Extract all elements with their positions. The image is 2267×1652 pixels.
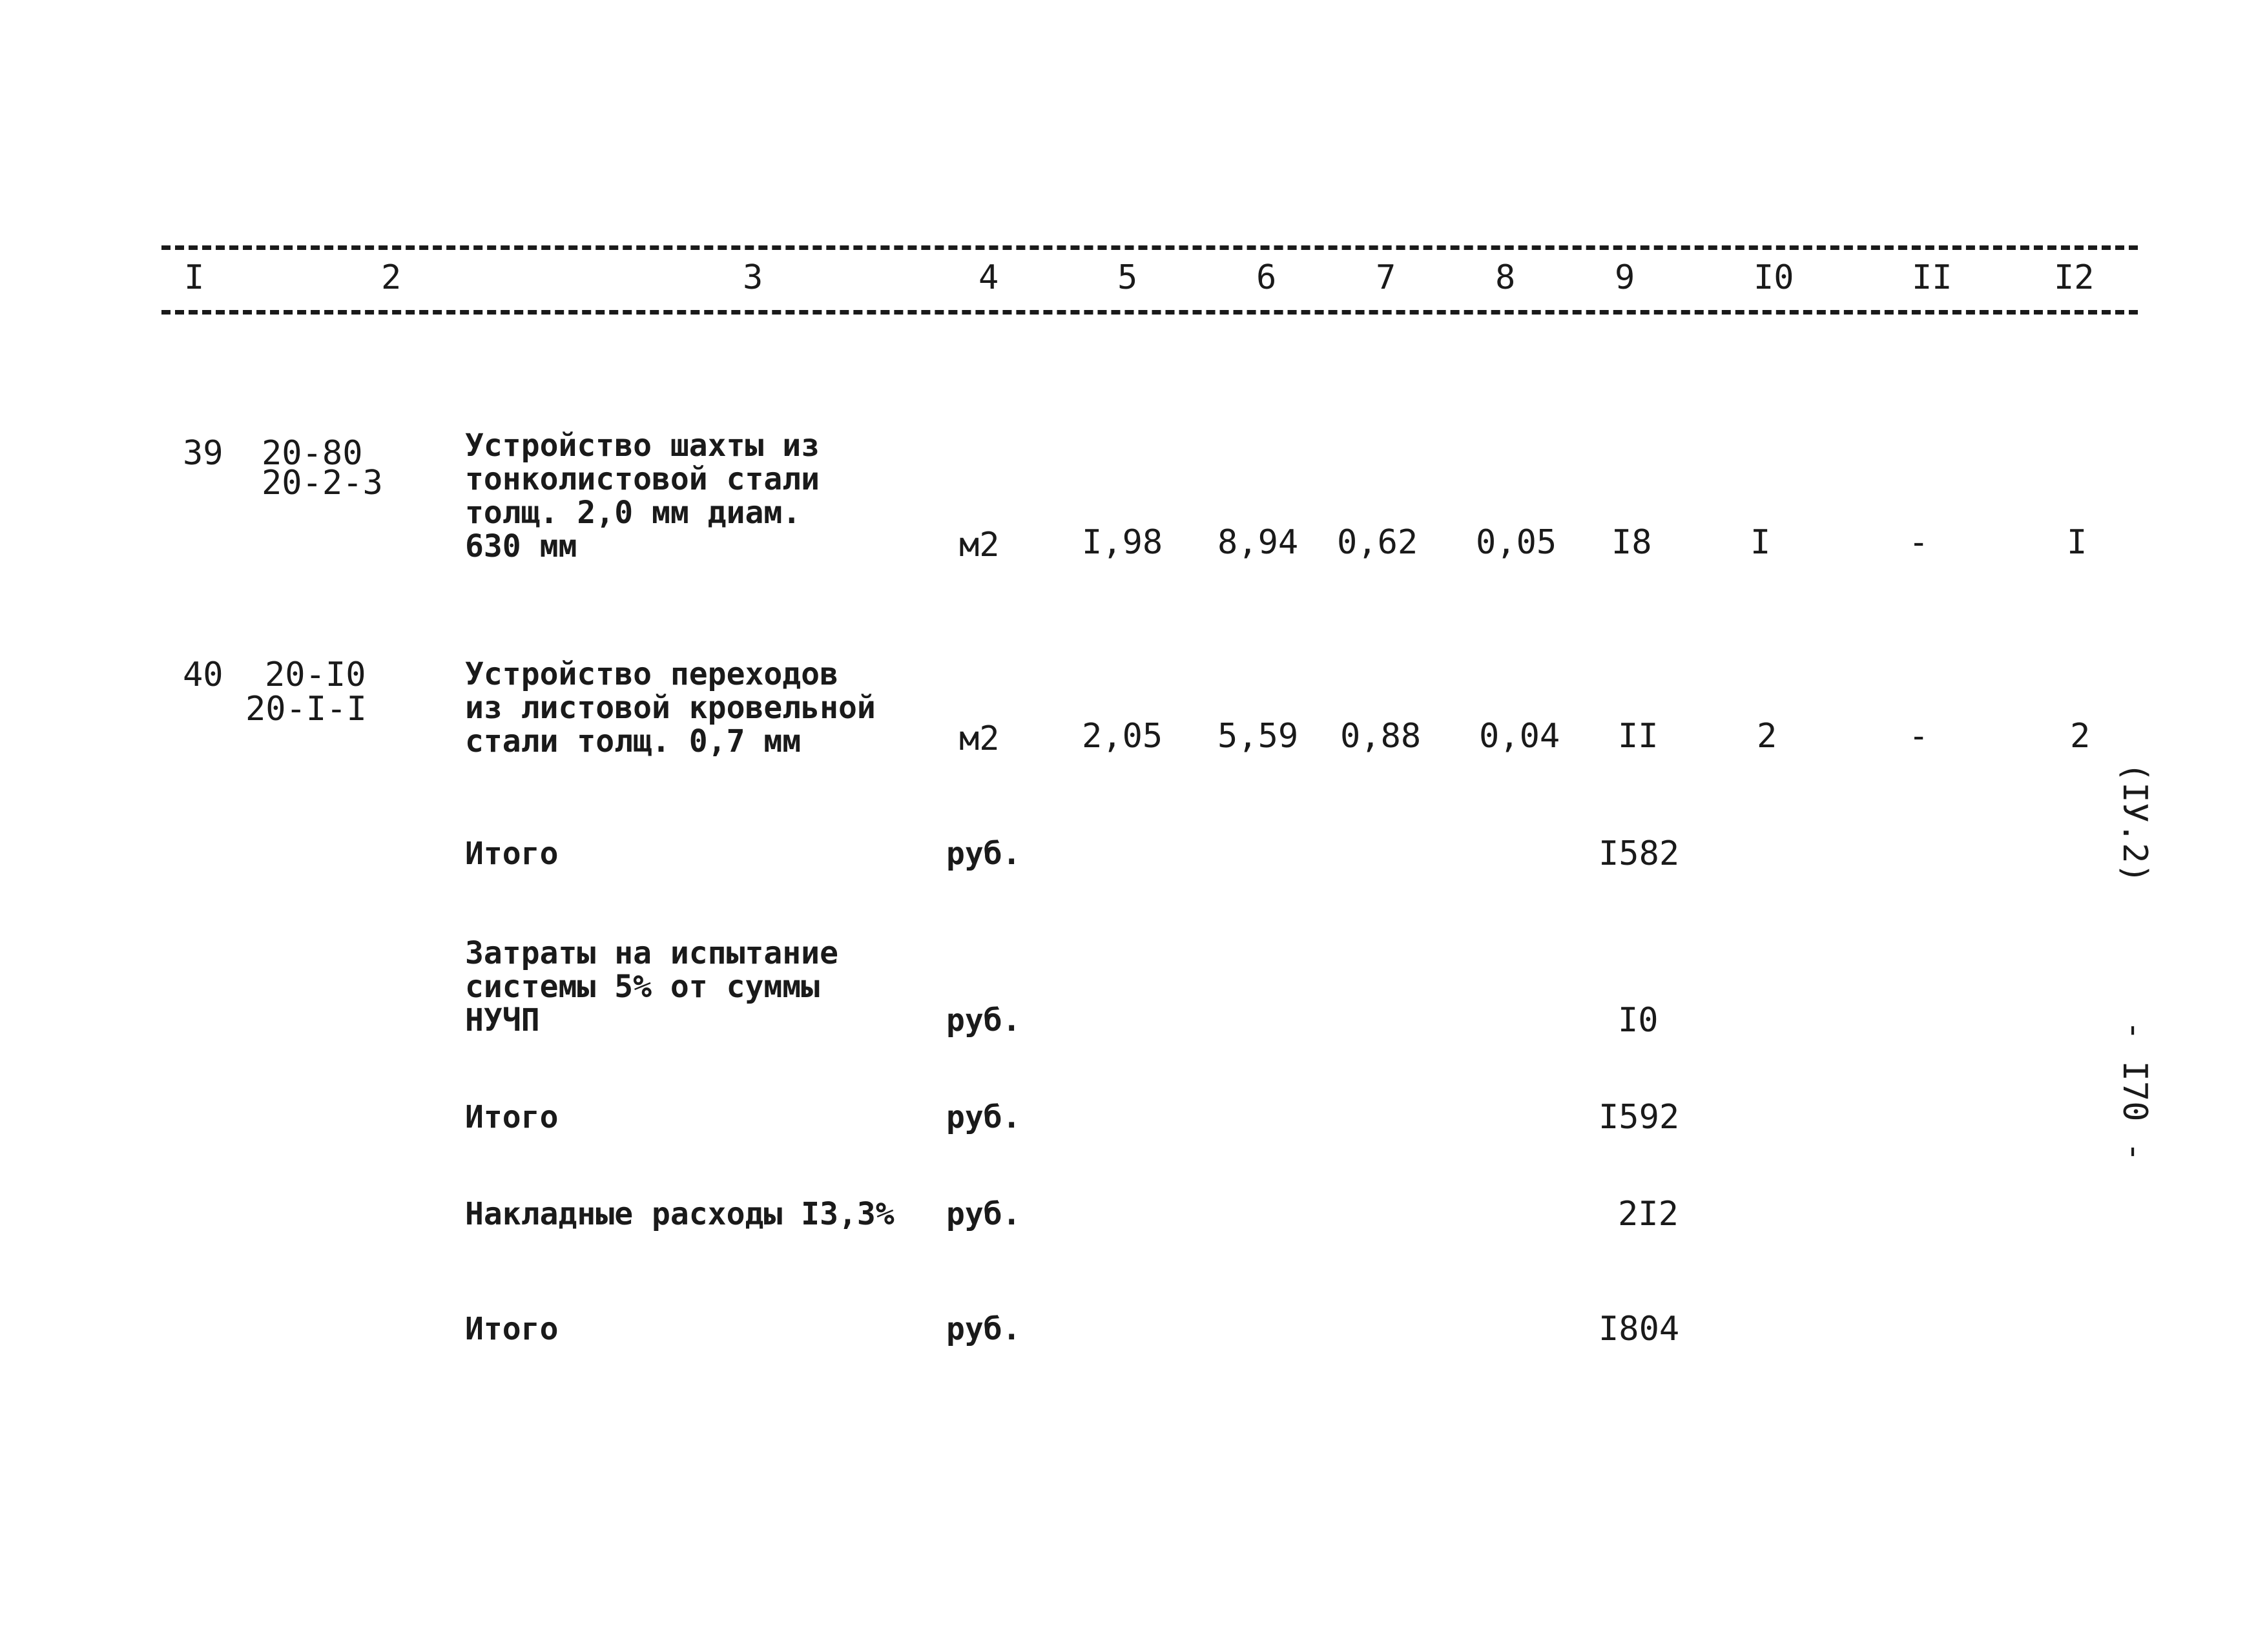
column-header: 4 (978, 258, 999, 297)
row-number: 40 (183, 656, 223, 694)
row-col12: 2 (2070, 717, 2091, 756)
page-number: - I70 - (2115, 1020, 2154, 1162)
row-description-line: 630 мм (465, 528, 577, 564)
summary-unit: руб. (946, 1311, 1021, 1347)
column-header: I (184, 258, 205, 297)
summary-label: НУЧП (465, 1002, 540, 1038)
row-code: 20-80 (262, 434, 363, 473)
row-unit: м2 (959, 719, 1000, 758)
row-code: 20-2-3 (262, 464, 383, 502)
row-col10: I (1750, 523, 1771, 562)
column-header: 5 (1117, 258, 1138, 297)
summary-value: I582 (1599, 834, 1680, 873)
summary-label: Затраты на испытание (465, 935, 838, 971)
row-code: 20-I-I (245, 690, 367, 728)
row-col6: 5,59 (1217, 717, 1299, 756)
column-header: II (1912, 258, 1952, 297)
summary-label: системы 5% от суммы (465, 969, 820, 1005)
column-header: I2 (2054, 258, 2095, 297)
summary-value: I592 (1599, 1098, 1680, 1137)
summary-unit: руб. (946, 1196, 1021, 1232)
column-header: I0 (1754, 258, 1794, 297)
row-description-line: стали толщ. 0,7 мм (465, 723, 802, 759)
header-top-rule (161, 245, 2138, 250)
summary-value: I0 (1618, 1001, 1659, 1040)
row-number: 39 (183, 434, 223, 473)
row-col7: 0,88 (1340, 717, 1422, 756)
summary-unit: руб. (946, 836, 1021, 872)
row-col5: I,98 (1082, 523, 1163, 562)
row-description-line: Устройство переходов (465, 656, 838, 692)
row-col9: II (1618, 717, 1659, 756)
row-col11: - (1909, 523, 1929, 562)
summary-label: Итого (465, 1099, 559, 1135)
row-description-line: тонколистовой стали (465, 461, 820, 497)
column-header: 2 (381, 258, 402, 297)
summary-unit: руб. (946, 1002, 1021, 1038)
row-code: 20-I0 (265, 656, 366, 694)
row-col6: 8,94 (1217, 523, 1299, 562)
column-header: 6 (1256, 258, 1277, 297)
summary-value: 2I2 (1618, 1195, 1679, 1234)
section-reference: (IУ.2) (2115, 762, 2154, 883)
row-description-line: Устройство шахты из (465, 428, 820, 464)
row-col10: 2 (1757, 717, 1777, 756)
row-description-line: из листовой кровельной (465, 690, 876, 726)
summary-label: Накладные расходы I3,3% (465, 1196, 895, 1232)
column-header: 3 (743, 258, 763, 297)
row-col8: 0,05 (1476, 523, 1557, 562)
row-col9: I8 (1611, 523, 1652, 562)
row-description-line: толщ. 2,0 мм диам. (465, 495, 802, 531)
row-col5: 2,05 (1082, 717, 1163, 756)
column-header: 8 (1495, 258, 1516, 297)
header-bottom-rule (161, 310, 2138, 315)
summary-label: Итого (465, 836, 559, 872)
summary-unit: руб. (946, 1099, 1021, 1135)
row-col8: 0,04 (1479, 717, 1560, 756)
row-unit: м2 (959, 526, 1000, 564)
row-col11: - (1909, 717, 1929, 756)
row-col12: I (2067, 523, 2087, 562)
summary-label: Итого (465, 1311, 559, 1347)
summary-value: I804 (1599, 1310, 1680, 1348)
column-header: 9 (1615, 258, 1635, 297)
row-col7: 0,62 (1337, 523, 1418, 562)
column-header: 7 (1376, 258, 1396, 297)
